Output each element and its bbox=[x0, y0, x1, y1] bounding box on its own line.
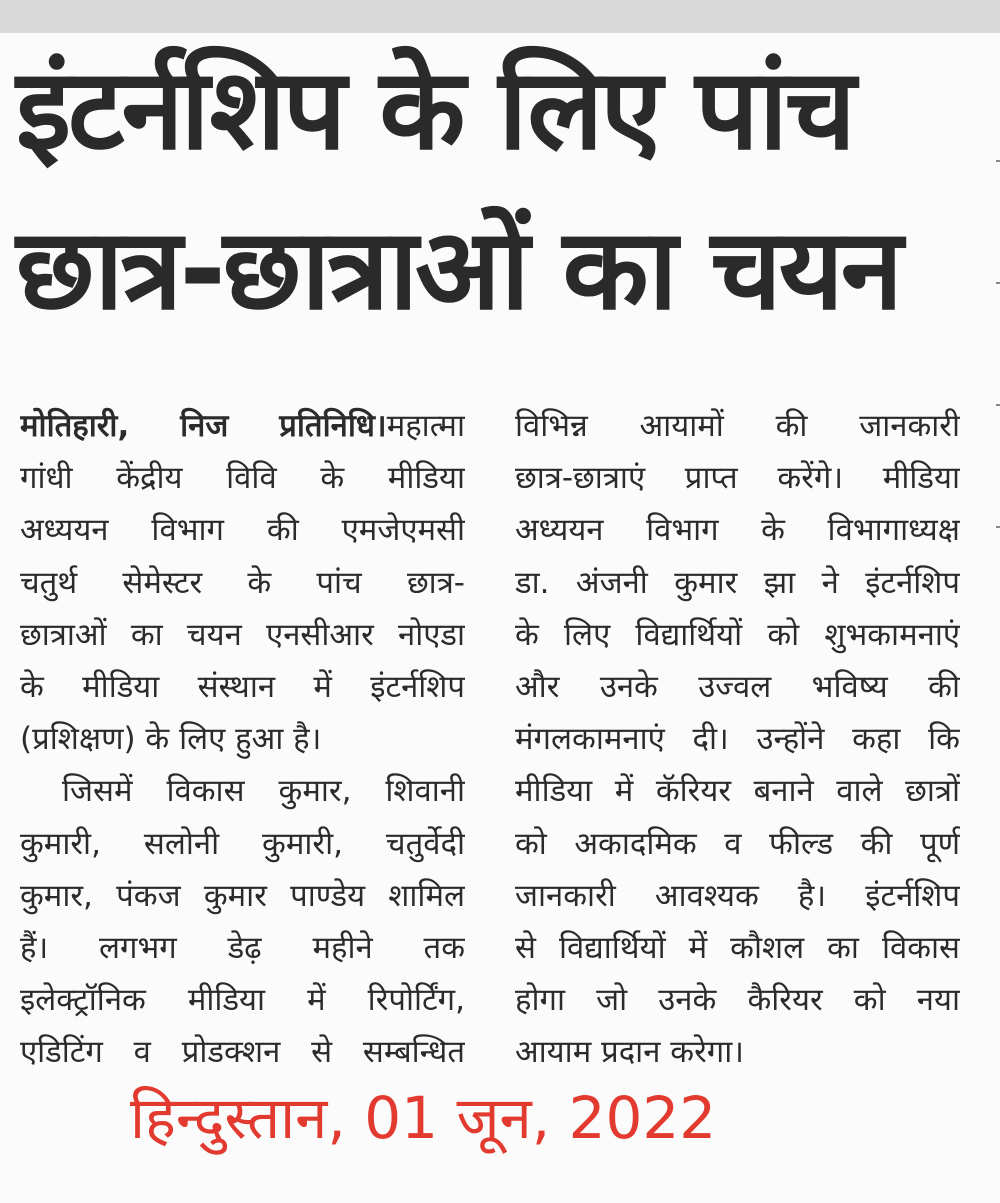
article-line: हैं। लगभग डेढ़ महीने तक bbox=[20, 929, 465, 966]
article-line: गांधी केंद्रीय विवि के मीडिया bbox=[20, 460, 465, 497]
article-line: से विद्यार्थियों में कौशल का विकास bbox=[515, 929, 960, 966]
article-line: चतुर्थ सेमेस्टर के पांच छात्र- bbox=[20, 564, 465, 601]
scan-edge-marks bbox=[994, 40, 1000, 1040]
article-line: एडिटिंग व प्रोडक्शन से सम्बन्धित bbox=[20, 1034, 465, 1071]
article-column-right bbox=[515, 400, 960, 1078]
headline-line-2: छात्र-छात्राओं का चयन bbox=[16, 205, 900, 335]
dateline: मोतिहारी, निज प्रतिनिधि। bbox=[20, 408, 387, 444]
article-line: अध्ययन विभाग के विभागाध्यक्ष bbox=[515, 512, 960, 549]
article-line: और उनके उज्वल भविष्य की bbox=[515, 668, 960, 705]
source-caption: हिन्दुस्तान, 01 जून, 2022 bbox=[130, 1084, 717, 1152]
headline-line-1: इंटर्नशिप के लिए पांच bbox=[16, 45, 854, 175]
article-line: कुमारी, सलोनी कुमारी, चतुर्वेदी bbox=[20, 825, 465, 862]
article-line: मंगलकामनाएं दी। उन्होंने कहा कि bbox=[515, 721, 960, 758]
article-line: के लिए विद्यार्थियों को शुभकामनाएं bbox=[515, 616, 960, 653]
article-line: इलेक्ट्रॉनिक मीडिया में रिपोर्टिंग, bbox=[20, 982, 465, 1019]
article-line: अध्ययन विभाग की एमजेएमसी bbox=[20, 512, 465, 549]
article-line bbox=[20, 400, 465, 452]
screen-top-bar bbox=[0, 0, 1000, 33]
article-line: विभिन्न आयामों की जानकारी bbox=[515, 408, 960, 444]
article-line: होगा जो उनके कैरियर को नया bbox=[515, 982, 960, 1019]
article-line: आयाम प्रदान करेगा। bbox=[515, 1034, 744, 1071]
edge-mark bbox=[996, 526, 1000, 528]
article-text: महात्मा bbox=[386, 408, 465, 444]
article-line: (प्रशिक्षण) के लिए हुआ है। bbox=[20, 721, 322, 758]
article-line: छात्र-छात्राएं प्राप्त करेंगे। मीडिया bbox=[515, 460, 960, 497]
article-line: छात्राओं का चयन एनसीआर नोएडा bbox=[20, 616, 465, 653]
article-line: जिसमें विकास कुमार, शिवानी bbox=[62, 773, 465, 810]
article-line: जानकारी आवश्यक है। इंटर्नशिप bbox=[515, 877, 960, 914]
article-line: के मीडिया संस्थान में इंटर्नशिप bbox=[20, 668, 465, 705]
article-line: को अकादमिक व फील्ड की पूर्ण bbox=[515, 825, 960, 862]
edge-mark bbox=[996, 282, 1000, 284]
article-line: डा. अंजनी कुमार झा ने इंटर्नशिप bbox=[515, 564, 960, 601]
article-line: मीडिया में कॅरियर बनाने वाले छात्रों bbox=[515, 773, 960, 810]
edge-mark bbox=[996, 160, 1000, 162]
article-column-left bbox=[20, 400, 465, 1078]
edge-mark bbox=[996, 404, 1000, 406]
article-line: कुमार, पंकज कुमार पाण्डेय शामिल bbox=[20, 877, 465, 914]
